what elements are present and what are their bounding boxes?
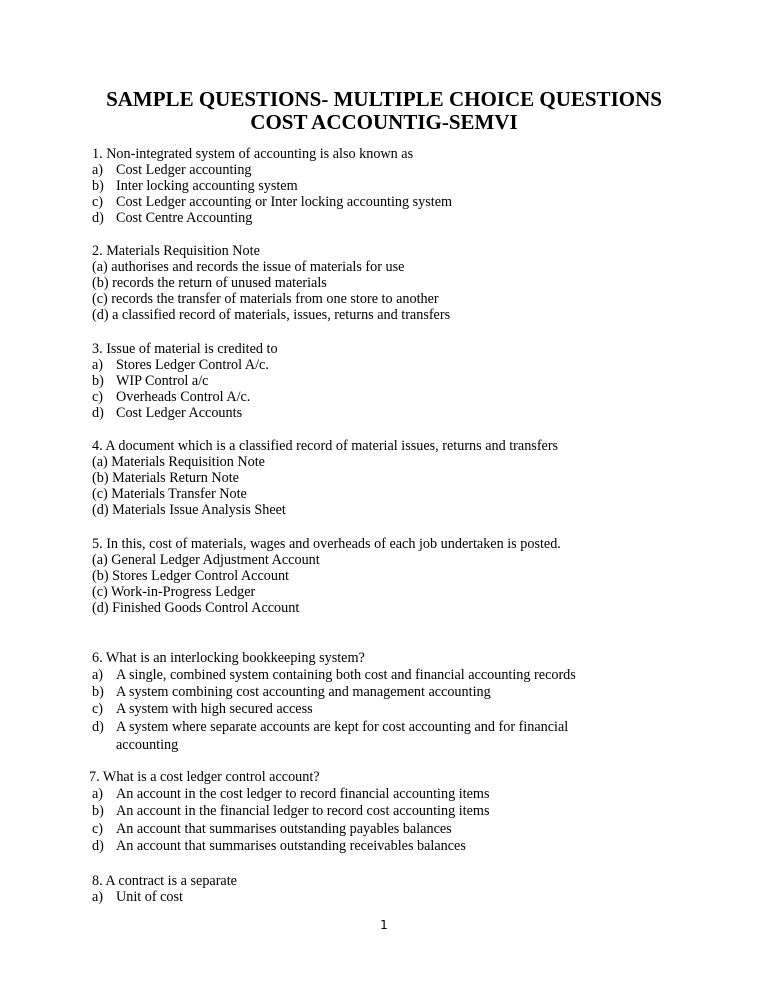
question-4-option-a: (a) Materials Requisition Note bbox=[92, 454, 265, 470]
question-4-stem: 4. A document which is a classified record of material issues, returns and transfers bbox=[92, 438, 559, 454]
question-8-stem: 8. A contract is a separate bbox=[92, 873, 237, 889]
page-number: 1 bbox=[380, 918, 388, 932]
question-7-stem: 7. What is a cost ledger control account? bbox=[89, 769, 320, 785]
question-2-option-a: (a) authorises and records the issue of materials for use bbox=[92, 259, 405, 275]
question-5-option-c: (c) Work-in-Progress Ledger bbox=[92, 584, 256, 600]
question-4-option-b: (b) Materials Return Note bbox=[92, 470, 239, 486]
question-3-stem: 3. Issue of material is credited to bbox=[92, 341, 278, 357]
question-2-option-d: (d) a classified record of materials, issues, returns and transfers bbox=[92, 307, 451, 323]
question-2-option-c: (c) records the transfer of materials from one store to another bbox=[92, 291, 439, 307]
question-4-option-c: (c) Materials Transfer Note bbox=[92, 486, 247, 502]
document-title: SAMPLE QUESTIONS- MULTIPLE CHOICE QUESTIONS bbox=[106, 87, 662, 111]
document-subtitle: COST ACCOUNTIG-SEMVI bbox=[250, 110, 518, 134]
question-5-stem: 5. In this, cost of materials, wages and overheads of each job undertaken is posted. bbox=[92, 536, 561, 552]
question-5-option-b: (b) Stores Ledger Control Account bbox=[92, 568, 290, 584]
question-5-option-d: (d) Finished Goods Control Account bbox=[92, 600, 300, 616]
question-1-stem: 1. Non-integrated system of accounting is also known as bbox=[92, 146, 414, 162]
question-5-option-a: (a) General Ledger Adjustment Account bbox=[92, 552, 320, 568]
question-6-stem: 6. What is an interlocking bookkeeping system? bbox=[92, 650, 365, 666]
question-4-option-d: (d) Materials Issue Analysis Sheet bbox=[92, 502, 286, 518]
question-2-stem: 2. Materials Requisition Note bbox=[92, 243, 260, 259]
question-6-option-d-continuation: accounting bbox=[116, 737, 179, 753]
question-2-option-b: (b) records the return of unused materials bbox=[92, 275, 327, 291]
